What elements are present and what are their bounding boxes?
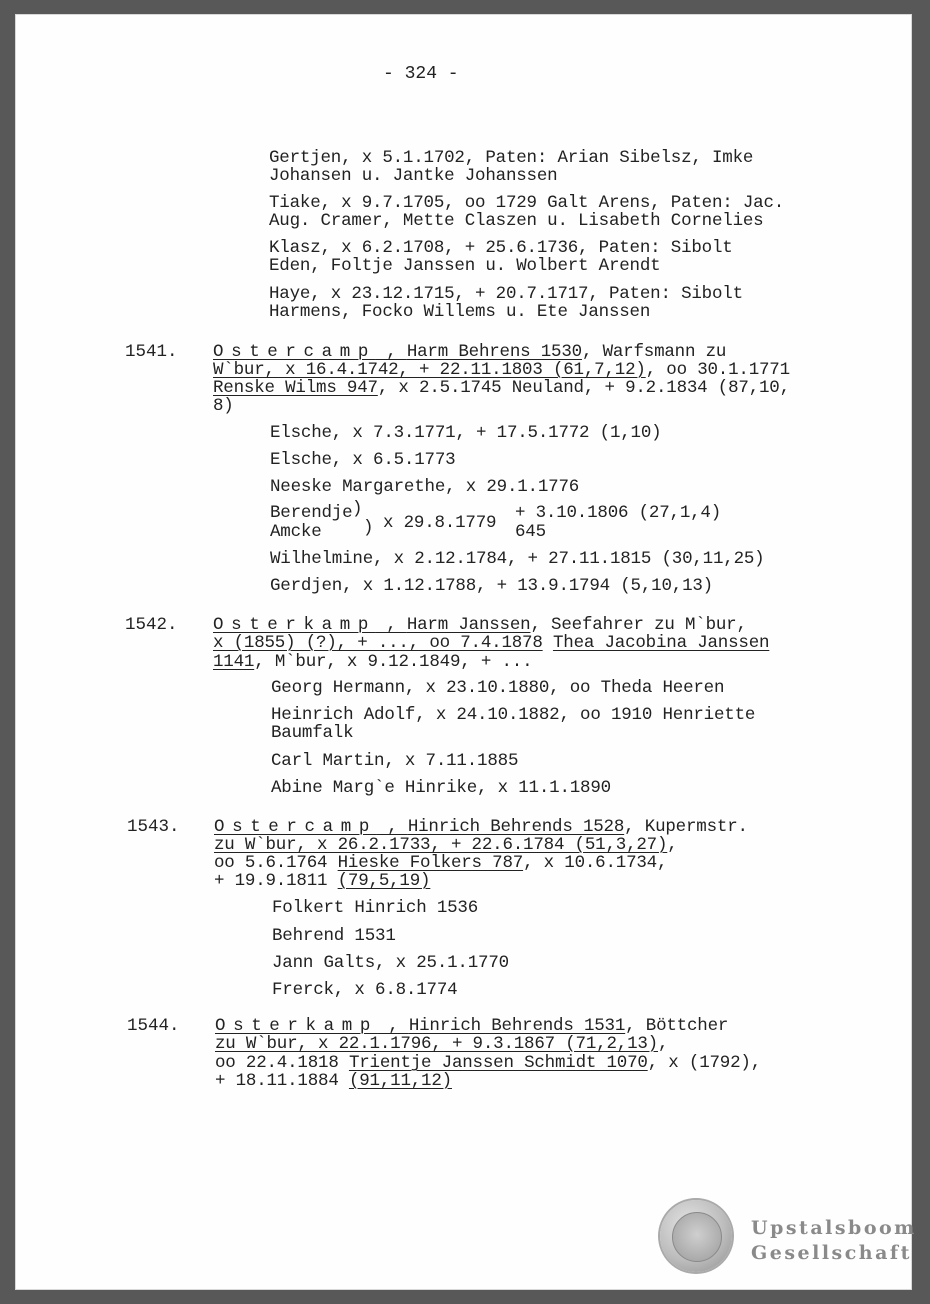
child-line: Baumfalk xyxy=(271,723,354,743)
entry-1542-line2: x (1855) (?), + ..., oo 7.4.1878 Thea Jacobina Janssen xyxy=(213,633,770,653)
entry-1543-line4: + 19.9.1811 (79,5,19) xyxy=(214,871,431,891)
entry-1544-line3: oo 22.4.1818 Trientje Janssen Schmidt 1070, x (1792), xyxy=(215,1053,762,1073)
person-name: Harm Behrens 1530 xyxy=(406,342,582,362)
child-line: Frerck, x 6.8.1774 xyxy=(272,980,458,1000)
entry-1541-line3: Renske Wilms 947, x 2.5.1745 Neuland, + 9.2.1834 (87,10, xyxy=(213,378,790,398)
surname: Osterkamp xyxy=(215,1016,378,1036)
brace-top: ) xyxy=(352,499,363,519)
entry-1543-line3: oo 5.6.1764 Hieske Folkers 787, x 10.6.1734, xyxy=(214,853,668,873)
brace-bottom: ) xyxy=(363,518,374,538)
page-number: - 324 - xyxy=(383,64,459,84)
entry-1544-line1: Osterkamp , Hinrich Behrends 1531, Böttcher xyxy=(215,1016,729,1036)
entry-1542-line3: 1141, M`bur, x 9.12.1849, + ... xyxy=(213,652,533,672)
surname: Osterkamp xyxy=(213,615,376,635)
entry-number-1541: 1541. xyxy=(125,342,178,362)
twin-birth: x 29.8.1779 xyxy=(383,513,497,533)
person-name: Hinrich Behrends 1528 xyxy=(407,817,625,837)
child-line: Wilhelmine, x 2.12.1784, + 27.11.1815 (30,11,25) xyxy=(270,549,765,569)
entry-1542-line1: Osterkamp , Harm Janssen, Seefahrer zu M`bur, xyxy=(213,615,747,635)
child-line: Abine Marg`e Hinrike, x 11.1.1890 xyxy=(271,778,611,798)
entry-1541-line2: W`bur, x 16.4.1742, + 22.11.1803 (61,7,12), oo 30.1.1771 xyxy=(213,360,790,380)
child-line: Folkert Hinrich 1536 xyxy=(272,898,479,918)
entry-1544-line2: zu W`bur, x 22.1.1796, + 9.3.1867 (71,2,13), xyxy=(215,1034,669,1054)
entry-1543-line1: Ostercamp , Hinrich Behrends 1528, Kupermstr. xyxy=(214,817,748,837)
child-klasz-line1: Klasz, x 6.2.1708, + 25.6.1736, Paten: Sibolt xyxy=(269,238,733,258)
person-name: Hinrich Behrends 1531 xyxy=(408,1016,626,1036)
child-line: Neeske Margarethe, x 29.1.1776 xyxy=(270,477,580,497)
child-line: Gerdjen, x 1.12.1788, + 13.9.1794 (5,10,13) xyxy=(270,576,713,596)
entry-number-1544: 1544. xyxy=(127,1016,180,1036)
twin-death: + 3.10.1806 (27,1,4) xyxy=(515,503,722,523)
child-line: Elsche, x 7.3.1771, + 17.5.1772 (1,10) xyxy=(270,423,662,443)
child-tiake-line2: Aug. Cramer, Mette Claszen u. Lisabeth Cornelies xyxy=(269,211,764,231)
person-name: Harm Janssen xyxy=(406,615,531,635)
entry-1541-line1: Ostercamp , Harm Behrens 1530, Warfsmann zu xyxy=(213,342,727,362)
entry-number-1542: 1542. xyxy=(125,615,178,635)
surname: Ostercamp xyxy=(214,817,377,837)
entry-number-1543: 1543. xyxy=(127,817,180,837)
entry-1541-line4: 8) xyxy=(213,396,234,416)
child-gertjen-line2: Johansen u. Jantke Johanssen xyxy=(269,166,558,186)
child-gertjen-line1: Gertjen, x 5.1.1702, Paten: Arian Sibelsz, Imke xyxy=(269,148,754,168)
child-klasz-line2: Eden, Foltje Janssen u. Wolbert Arendt xyxy=(269,256,661,276)
child-line: Carl Martin, x 7.11.1885 xyxy=(271,751,519,771)
child-line: Georg Hermann, x 23.10.1880, oo Theda Heeren xyxy=(271,678,725,698)
child-haye-line1: Haye, x 23.12.1715, + 20.7.1717, Paten: Sibolt xyxy=(269,284,743,304)
society-seal-icon xyxy=(660,1200,732,1272)
entry-1543-line2: zu W`bur, x 26.2.1733, + 22.6.1784 (51,3,27), xyxy=(214,835,678,855)
child-tiake-line1: Tiake, x 9.7.1705, oo 1729 Galt Arens, Paten: Jac. xyxy=(269,193,785,213)
logo-line-2: Gesellschaft xyxy=(751,1242,912,1264)
twin-ref: 645 xyxy=(515,522,546,542)
child-line: Behrend 1531 xyxy=(272,926,396,946)
child-line: Heinrich Adolf, x 24.10.1882, oo 1910 Henriette xyxy=(271,705,756,725)
logo-line-1: Upstalsboom xyxy=(751,1217,917,1239)
twin-name-2: Amcke xyxy=(270,522,322,542)
surname: Ostercamp xyxy=(213,342,376,362)
entry-1544-line4: + 18.11.1884 (91,11,12) xyxy=(215,1071,452,1091)
child-line: Elsche, x 6.5.1773 xyxy=(270,450,456,470)
child-line: Jann Galts, x 25.1.1770 xyxy=(272,953,509,973)
twin-name-1: Berendje xyxy=(270,503,353,523)
child-haye-line2: Harmens, Focko Willems u. Ete Janssen xyxy=(269,302,651,322)
seal-center xyxy=(672,1212,722,1262)
